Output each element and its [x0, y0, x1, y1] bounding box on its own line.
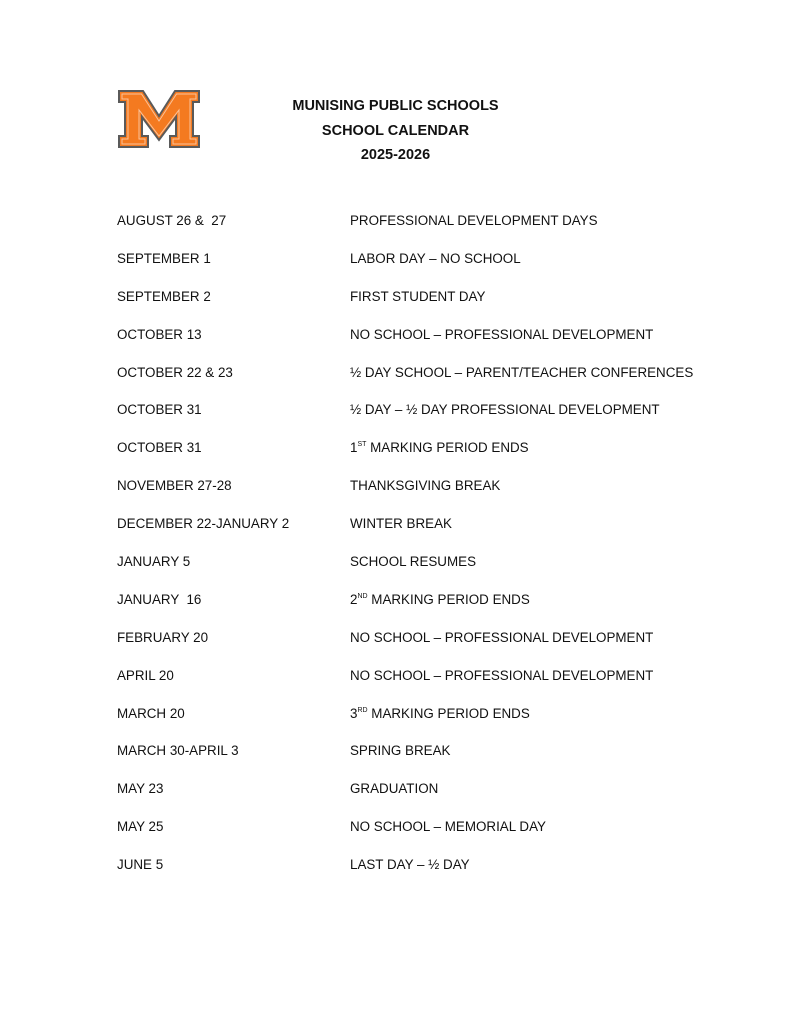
calendar-event: NO SCHOOL – MEMORIAL DAY — [350, 819, 546, 835]
calendar-event: LABOR DAY – NO SCHOOL — [350, 250, 521, 266]
document-header — [200, 94, 591, 168]
school-name: MUNISING PUBLIC SCHOOLS — [292, 98, 499, 114]
calendar-event — [350, 438, 717, 458]
calendar-row — [117, 476, 717, 514]
school-logo — [116, 88, 202, 150]
calendar-date: NOVEMBER 27-28 — [117, 478, 232, 494]
calendar-event: GRADUATION — [350, 781, 439, 797]
calendar-date: FEBRUARY 20 — [117, 629, 209, 645]
calendar-row — [117, 249, 717, 287]
calendar-row — [117, 704, 717, 742]
calendar-date: OCTOBER 13 — [117, 326, 202, 342]
calendar-event: WINTER BREAK — [350, 516, 452, 532]
event-ordinal-suffix: ND — [357, 592, 368, 600]
calendar-row — [117, 552, 717, 590]
calendar-row — [117, 287, 717, 325]
calendar-date: OCTOBER 22 & 23 — [117, 364, 233, 380]
calendar-date: MARCH 30-APRIL 3 — [117, 743, 239, 759]
calendar-date: MAY 23 — [117, 781, 164, 797]
calendar-date: OCTOBER 31 — [117, 402, 202, 418]
event-ordinal: 3 — [350, 705, 358, 721]
m-letter-icon — [116, 88, 202, 150]
calendar-date: MAY 25 — [117, 819, 164, 835]
calendar-event: THANKSGIVING BREAK — [350, 478, 501, 494]
calendar-event: ½ DAY – ½ DAY PROFESSIONAL DEVELOPMENT — [350, 402, 660, 418]
calendar-event — [350, 704, 717, 724]
calendar-date: OCTOBER 31 — [117, 440, 202, 456]
calendar-event: SPRING BREAK — [350, 743, 451, 759]
calendar-event: PROFESSIONAL DEVELOPMENT DAYS — [350, 213, 598, 228]
calendar-event: ½ DAY SCHOOL – PARENT/TEACHER CONFERENCES — [350, 364, 694, 380]
calendar-row — [117, 817, 717, 855]
calendar-date: DECEMBER 22-JANUARY 2 — [117, 516, 290, 532]
calendar-year: 2025-2026 — [360, 147, 431, 163]
calendar-list — [117, 211, 717, 893]
calendar-title: SCHOOL CALENDAR — [321, 122, 470, 139]
calendar-event: NO SCHOOL – PROFESSIONAL DEVELOPMENT — [350, 629, 654, 645]
calendar-event: NO SCHOOL – PROFESSIONAL DEVELOPMENT — [350, 667, 654, 683]
calendar-date: APRIL 20 — [117, 667, 174, 683]
calendar-row — [117, 400, 717, 438]
calendar-date: SEPTEMBER 2 — [117, 288, 211, 304]
calendar-date: MARCH 20 — [117, 705, 185, 721]
calendar-row — [117, 779, 717, 817]
event-text: MARKING PERIOD ENDS — [366, 440, 529, 456]
event-ordinal: 1 — [350, 440, 358, 456]
calendar-row — [117, 211, 717, 249]
event-ordinal-suffix: ST — [357, 441, 367, 449]
calendar-row — [117, 628, 717, 666]
calendar-row — [117, 741, 717, 779]
calendar-date: AUGUST 26 & 27 — [117, 213, 227, 228]
calendar-row — [117, 325, 717, 363]
calendar-row — [117, 438, 717, 476]
event-text: MARKING PERIOD ENDS — [367, 591, 530, 607]
calendar-row — [117, 855, 717, 893]
calendar-event: SCHOOL RESUMES — [350, 554, 476, 570]
calendar-date: JUNE 5 — [117, 857, 164, 873]
calendar-date: JANUARY 5 — [117, 554, 191, 570]
calendar-event: FIRST STUDENT DAY — [350, 288, 486, 304]
calendar-date: SEPTEMBER 1 — [117, 250, 211, 266]
calendar-row — [117, 514, 717, 552]
event-ordinal: 2 — [350, 591, 358, 607]
calendar-row — [117, 666, 717, 704]
calendar-event: LAST DAY – ½ DAY — [350, 857, 470, 873]
calendar-row — [117, 363, 717, 401]
event-ordinal-suffix: RD — [357, 706, 368, 714]
calendar-date: JANUARY 16 — [117, 591, 202, 607]
event-text: MARKING PERIOD ENDS — [367, 705, 530, 721]
calendar-event — [350, 590, 717, 610]
logo-letter-shape — [119, 91, 199, 147]
calendar-row — [117, 590, 717, 628]
calendar-event: NO SCHOOL – PROFESSIONAL DEVELOPMENT — [350, 326, 654, 342]
